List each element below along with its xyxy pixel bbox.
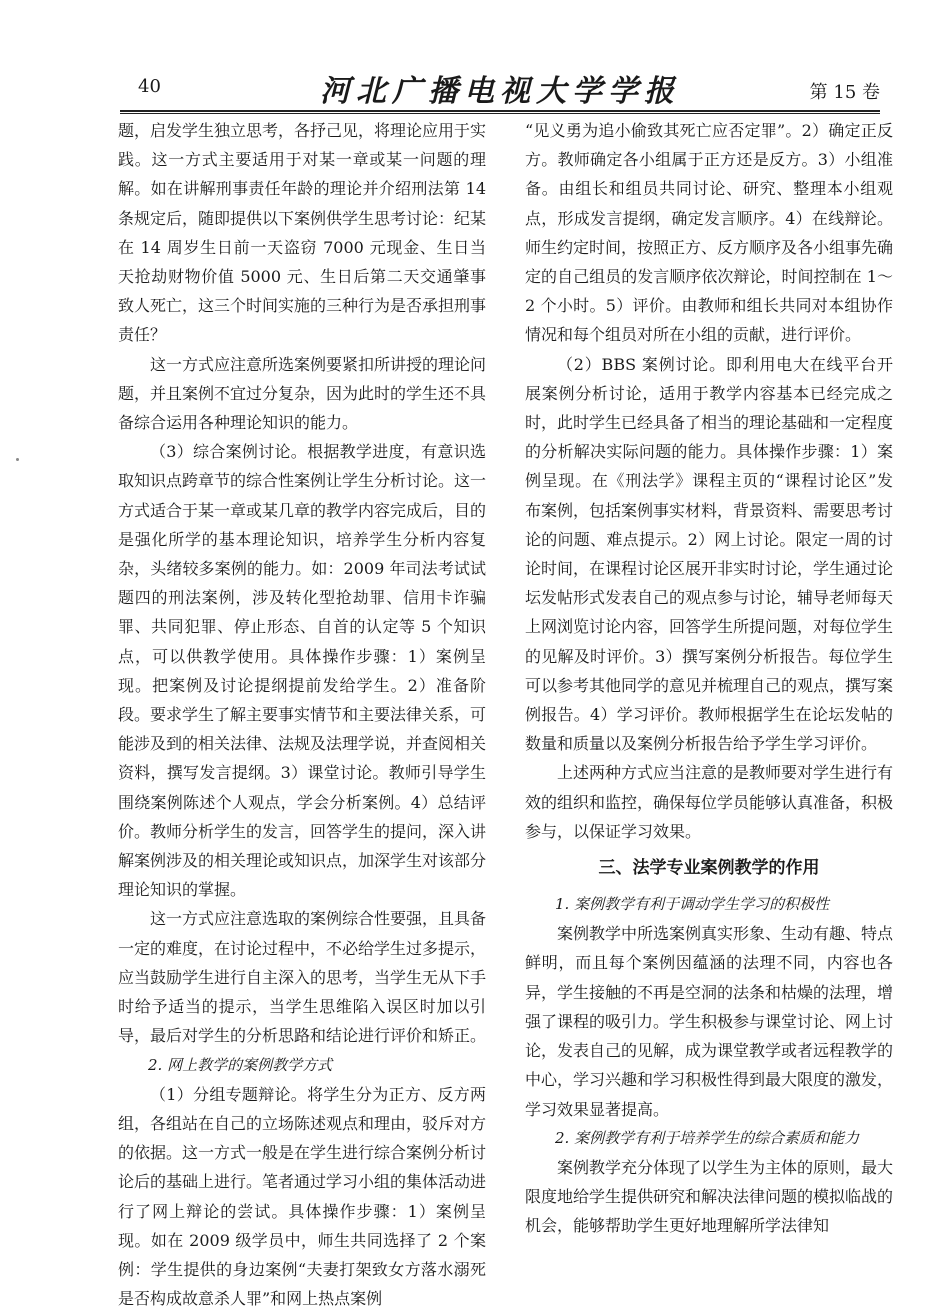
paragraph: 案例教学充分体现了以学生为主体的原则，最大限度地给学生提供研究和解决法律问题的模拟临战的机会，能够帮助学生更好地理解所学法律知 — [525, 1157, 894, 1236]
subsection-heading: 2. 案例教学有利于培养学生的综合素质和能力 — [555, 1128, 860, 1147]
volume-label: 第 15 卷 — [809, 82, 880, 103]
paragraph: 这一方式应注意选取的案例综合性要强，且具备一定的难度，在讨论过程中，不必给学生过多提示，应当鼓励学生进行自主深入的思考，当学生无从下手时给予适当的提示，当学生思维陷入误区时加以引导，最后对学生的分析思路和结论进行评价和矫正。 — [118, 909, 487, 1046]
paragraph: （1）分组专题辩论。将学生分为正方、反方两组，各组站在自己的立场陈述观点和理由，驳斥对方的依据。这一方式一般是在学生进行综合案例分析讨论后的基础上进行。笔者通过学习小组的集体活动进行了网上辩论的尝试。具体操作步骤：1）案例呈现。如在 2009 级学员中，师生共同选择了 2 个案例：学生提供的身边案例“夫妻打架致女方落水溺死是否构成故意杀人罪”和网上热点案例 — [118, 1084, 487, 1309]
paragraph: （2）BBS 案例讨论。即利用电大在线平台开展案例分析讨论，适用于教学内容基本已经完成之时，此时学生已经具备了相当的理论基础和一定程度的分析解决实际问题的能力。具体操作步骤：1）案例呈现。在《刑法学》课程主页的“课程讨论区”发布案例，包括案例事实材料，背景资料、需要思考讨论的问题、难点提示。2）网上讨论。限定一周的讨论时间，在课程讨论区展开非实时讨论，学生通过论坛发帖形式发表自己的观点参与讨论，辅导老师每天上网浏览讨论内容，回答学生所提问题，对每位学生的见解及时评价。3）撰写案例分析报告。每位学生可以参考其他同学的意见并梳理自己的观点，撰写案例报告。4）学习评价。教师根据学生在论坛发帖的数量和质量以及案例分析报告给予学生学习评价。 — [525, 354, 894, 754]
section-heading: 三、法学专业案例教学的作用 — [598, 858, 820, 879]
subsection-heading: 2. 网上教学的案例教学方式 — [148, 1055, 333, 1074]
header-rule — [120, 110, 880, 112]
journal-title: 河北广播电视大学学报 — [320, 74, 680, 109]
page-number: 40 — [138, 76, 161, 97]
left-column — [118, 116, 486, 1313]
page-header — [120, 66, 880, 110]
header-rule-thin — [120, 113, 880, 114]
paragraph: “见义勇为追小偷致其死亡应否定罪”。2）确定正反方。教师确定各小组属于正方还是反方。3）小组准备。由组长和组员共同讨论、研究、整理本小组观点，形成发言提纲，确定发言顺序。4）在线辩论。师生约定时间，按照正方、反方顺序及各小组事先确定的自己组员的发言顺序依次辩论，时间控制在 1～2 个小时。5）评价。由教师和组长共同对本组协作情况和每个组员对所在小组的贡献，进行评价。 — [525, 121, 894, 345]
paragraph: 题，启发学生独立思考，各抒己见，将理论应用于实践。这一方式主要适用于对某一章或某一问题的理解。如在讲解刑事责任年龄的理论并介绍刑法第 14 条规定后，随即提供以下案例供学生思考讨论：纪某在 14 周岁生日前一天盗窃 7000 元现金、生日当天抢劫财物价值 5000 元、生日后第二天交通肇事致人死亡，这三个时间实施的三种行为是否承担刑事责任？ — [118, 121, 487, 345]
paragraph: 案例教学中所选案例真实形象、生动有趣、特点鲜明，而且每个案例因蕴涵的法理不同，内容也各异，学生接触的不再是空洞的法条和枯燥的法理，增强了课程的吸引力。学生积极参与课堂讨论、网上讨论，发表自己的见解，成为课堂教学或者远程教学的中心，学习兴趣和学习积极性得到最大限度的激发，学习效果显著提高。 — [525, 924, 894, 1119]
subsection-heading: 1. 案例教学有利于调动学生学习的积极性 — [555, 895, 830, 914]
paragraph: 上述两种方式应当注意的是教师要对学生进行有效的组织和监控，确保每位学员能够认真准备，积极参与，以保证学习效果。 — [525, 763, 894, 841]
paragraph: 这一方式应注意所选案例要紧扣所讲授的理论问题，并且案例不宜过分复杂，因为此时的学生还不具备综合运用各种理论知识的能力。 — [118, 354, 487, 433]
scan-speck — [16, 458, 19, 461]
right-column — [525, 116, 893, 1241]
paragraph: （3）综合案例讨论。根据教学进度，有意识选取知识点跨章节的综合性案例让学生分析讨论。这一方式适合于某一章或某几章的教学内容完成后，目的是强化所学的基本理论知识，培养学生分析内容复杂，头绪较多案例的能力。如：2009 年司法考试试题四的刑法案例，涉及转化型抢劫罪、信用卡诈骗罪、共同犯罪、停止形态、自首的认定等 5 个知识点，可以供教学使用。具体操作步骤：1）案例呈现。把案例及讨论提纲提前发给学生。2）准备阶段。要求学生了解主要事实情节和主要法律关系，可能涉及到的相关法律、法规及法理学说，并查阅相关资料，撰写发言提纲。3）课堂讨论。教师引导学生围绕案例陈述个人观点，学会分析案例。4）总结评价。教师分析学生的发言，回答学生的提问，深入讲解案例涉及的相关理论或知识点，加深学生对该部分理论知识的掌握。 — [118, 442, 487, 900]
